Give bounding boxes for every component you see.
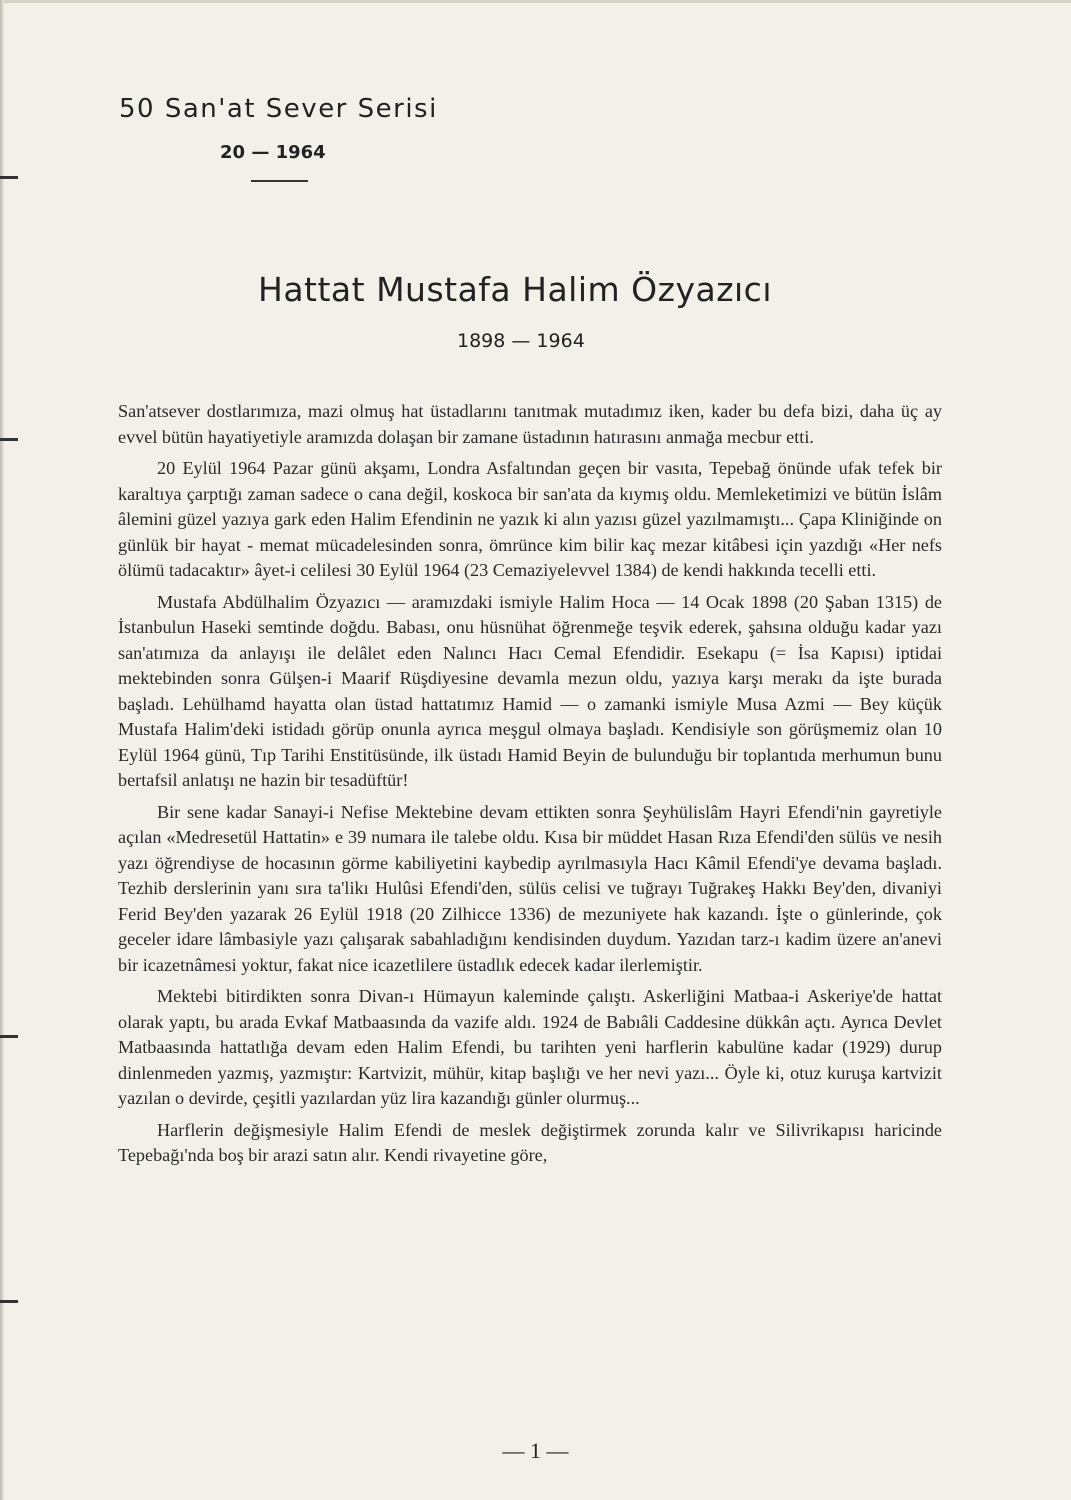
article-body: [118, 399, 942, 1175]
paragraph: Mustafa Abdülhalim Özyazıcı — aramızdaki ismiyle Halim Hoca — 14 Ocak 1898 (20 Şaban 1315) de İstanbulun Haseki semtinde doğdu. Babası, onu hüsnühat öğrenmeğe teşvik ederek, şahsına olduğu kadar yazı san'atımıza da anlayışı ile delâlet eden Nalıncı Hacı Cemal Efendidir. Esekapu (= İsa Kapısı) iptidai mektebinden sonra Gülşen-i Maarif Rüşdiyesine devamla mezun oldu, yazıya karşı merakı da işte burada başladı. Lehülhamd hayatta olan üstad hattatımız Hamid — o zamanki ismiyle Musa Azmi — Bey küçük Mustafa Halim'deki istidadı görüp onunla ayrıca meşgul olmaya başladı. Kendisiyle son görüşmemiz olan 10 Eylül 1964 günü, Tıp Tarihi Enstitüsünde, ilk üstadı Hamid Beyin de bulunduğu bir toplantıda merhumun bunu bertafsil anlatışı ne hazin bir tesadüftür!: [118, 591, 942, 790]
article-title: Hattat Mustafa Halim Özyazıcı: [258, 270, 772, 309]
binding-mark: [0, 1300, 18, 1303]
article-years: 1898 — 1964: [457, 330, 585, 352]
page-edge-top: [0, 0, 1071, 3]
paragraph: Harflerin değişmesiyle Halim Efendi de meslek değiştirmek zorunda kalır ve Silivrikapısı haricinde Tepebağı'nda boş bir arazi satın alır. Kendi rivayetine göre,: [118, 1119, 942, 1165]
series-number: 20 — 1964: [220, 142, 326, 163]
binding-mark: [0, 1035, 18, 1038]
series-title: 50 San'at Sever Serisi: [119, 94, 438, 124]
series-divider: [251, 180, 308, 182]
paragraph: 20 Eylül 1964 Pazar günü akşamı, Londra Asfaltından geçen bir vasıta, Tepebağ önünde ufak tefek bir karaltıya çarptığı zaman sadece o cana değil, koskoca bir san'ata da kıymış oldu. Memleketimizi ve bütün İslâm âlemini güzel yazıya gark eden Halim Efendinin ne yazık ki alın yazısı güzel yazılmamıştı... Çapa Kliniğinde on günlük bir hayat - memat mücadelesinden sonra, ömrünce kim bilir kaç mezar kitâbesi için yazdığı «Her nefs ölümü tadacaktır» âyet-i celilesi 30 Eylül 1964 (23 Cemaziyelevvel 1384) de kendi hakkında tecelli etti.: [118, 458, 942, 580]
paragraph: Mektebi bitirdikten sonra Divan-ı Hümayun kaleminde çalıştı. Askerliğini Matbaa-i Askeriye'de hattat olarak yaptı, bu arada Evkaf Matbaasında da vazife aldı. 1924 de Babıâli Caddesine dükkân açtı. Ayrıca Devlet Matbaasında hattatlığa devam eden Halim Efendi, bu tarihten yeni harflerin kabulüne kadar (1929) durup dinlenmeden yazmış, yazmıştır: Kartvizit, mühür, kitap başlığı ve her nevi yazı... Öyle ki, otuz kuruşa kartvizit yazılan o devirde, çeşitli yazılardan yüz lira kazandığı günler olurmuş...: [118, 986, 942, 1108]
page-edge-left: [0, 0, 4, 1500]
paragraph: Bir sene kadar Sanayi-i Nefise Mektebine devam ettikten sonra Şeyhülislâm Hayri Efendi'nin gayretiyle açılan «Medresetül Hattatin» e 39 numara ile talebe oldu. Kısa bir müddet Hasan Rıza Efendi'den sülüs ve nesih yazı öğrendiyse de hocasının görme kabiliyetini kaybedip ayrılmasıyla Hacı Kâmil Efendi'ye devama başladı. Tezhib derslerinin yanı sıra ta'likı Hulûsi Efendi'den, sülüs celisi ve tuğrayı Tuğrakeş Hakkı Bey'den, divaniyi Ferid Bey'den yazarak 26 Eylül 1918 (20 Zilhicce 1336) de mezuniyete hak kazandı. İşte o günlerinde, çok geceler idare lâmbasiyle yazı çalışarak sabahladığını kendisinden duydum. Yazıdan tarz-ı kadim üzere an'anevi bir icazetnâmesi yoktur, fakat nice icazetlilere üstadlık edecek kadar ilerlemiştir.: [118, 801, 942, 975]
binding-mark: [0, 438, 18, 441]
binding-mark: [0, 176, 18, 179]
paragraph: San'atsever dostlarımıza, mazi olmuş hat üstadlarını tanıtmak mutadımız iken, kader bu defa bizi, daha üç ay evvel bütün hayatiyetiyle aramızda dolaşan bir zamane üstadının hatırasını anmağa mecbur etti.: [118, 401, 942, 447]
page-number: — 1 —: [502, 1438, 569, 1463]
